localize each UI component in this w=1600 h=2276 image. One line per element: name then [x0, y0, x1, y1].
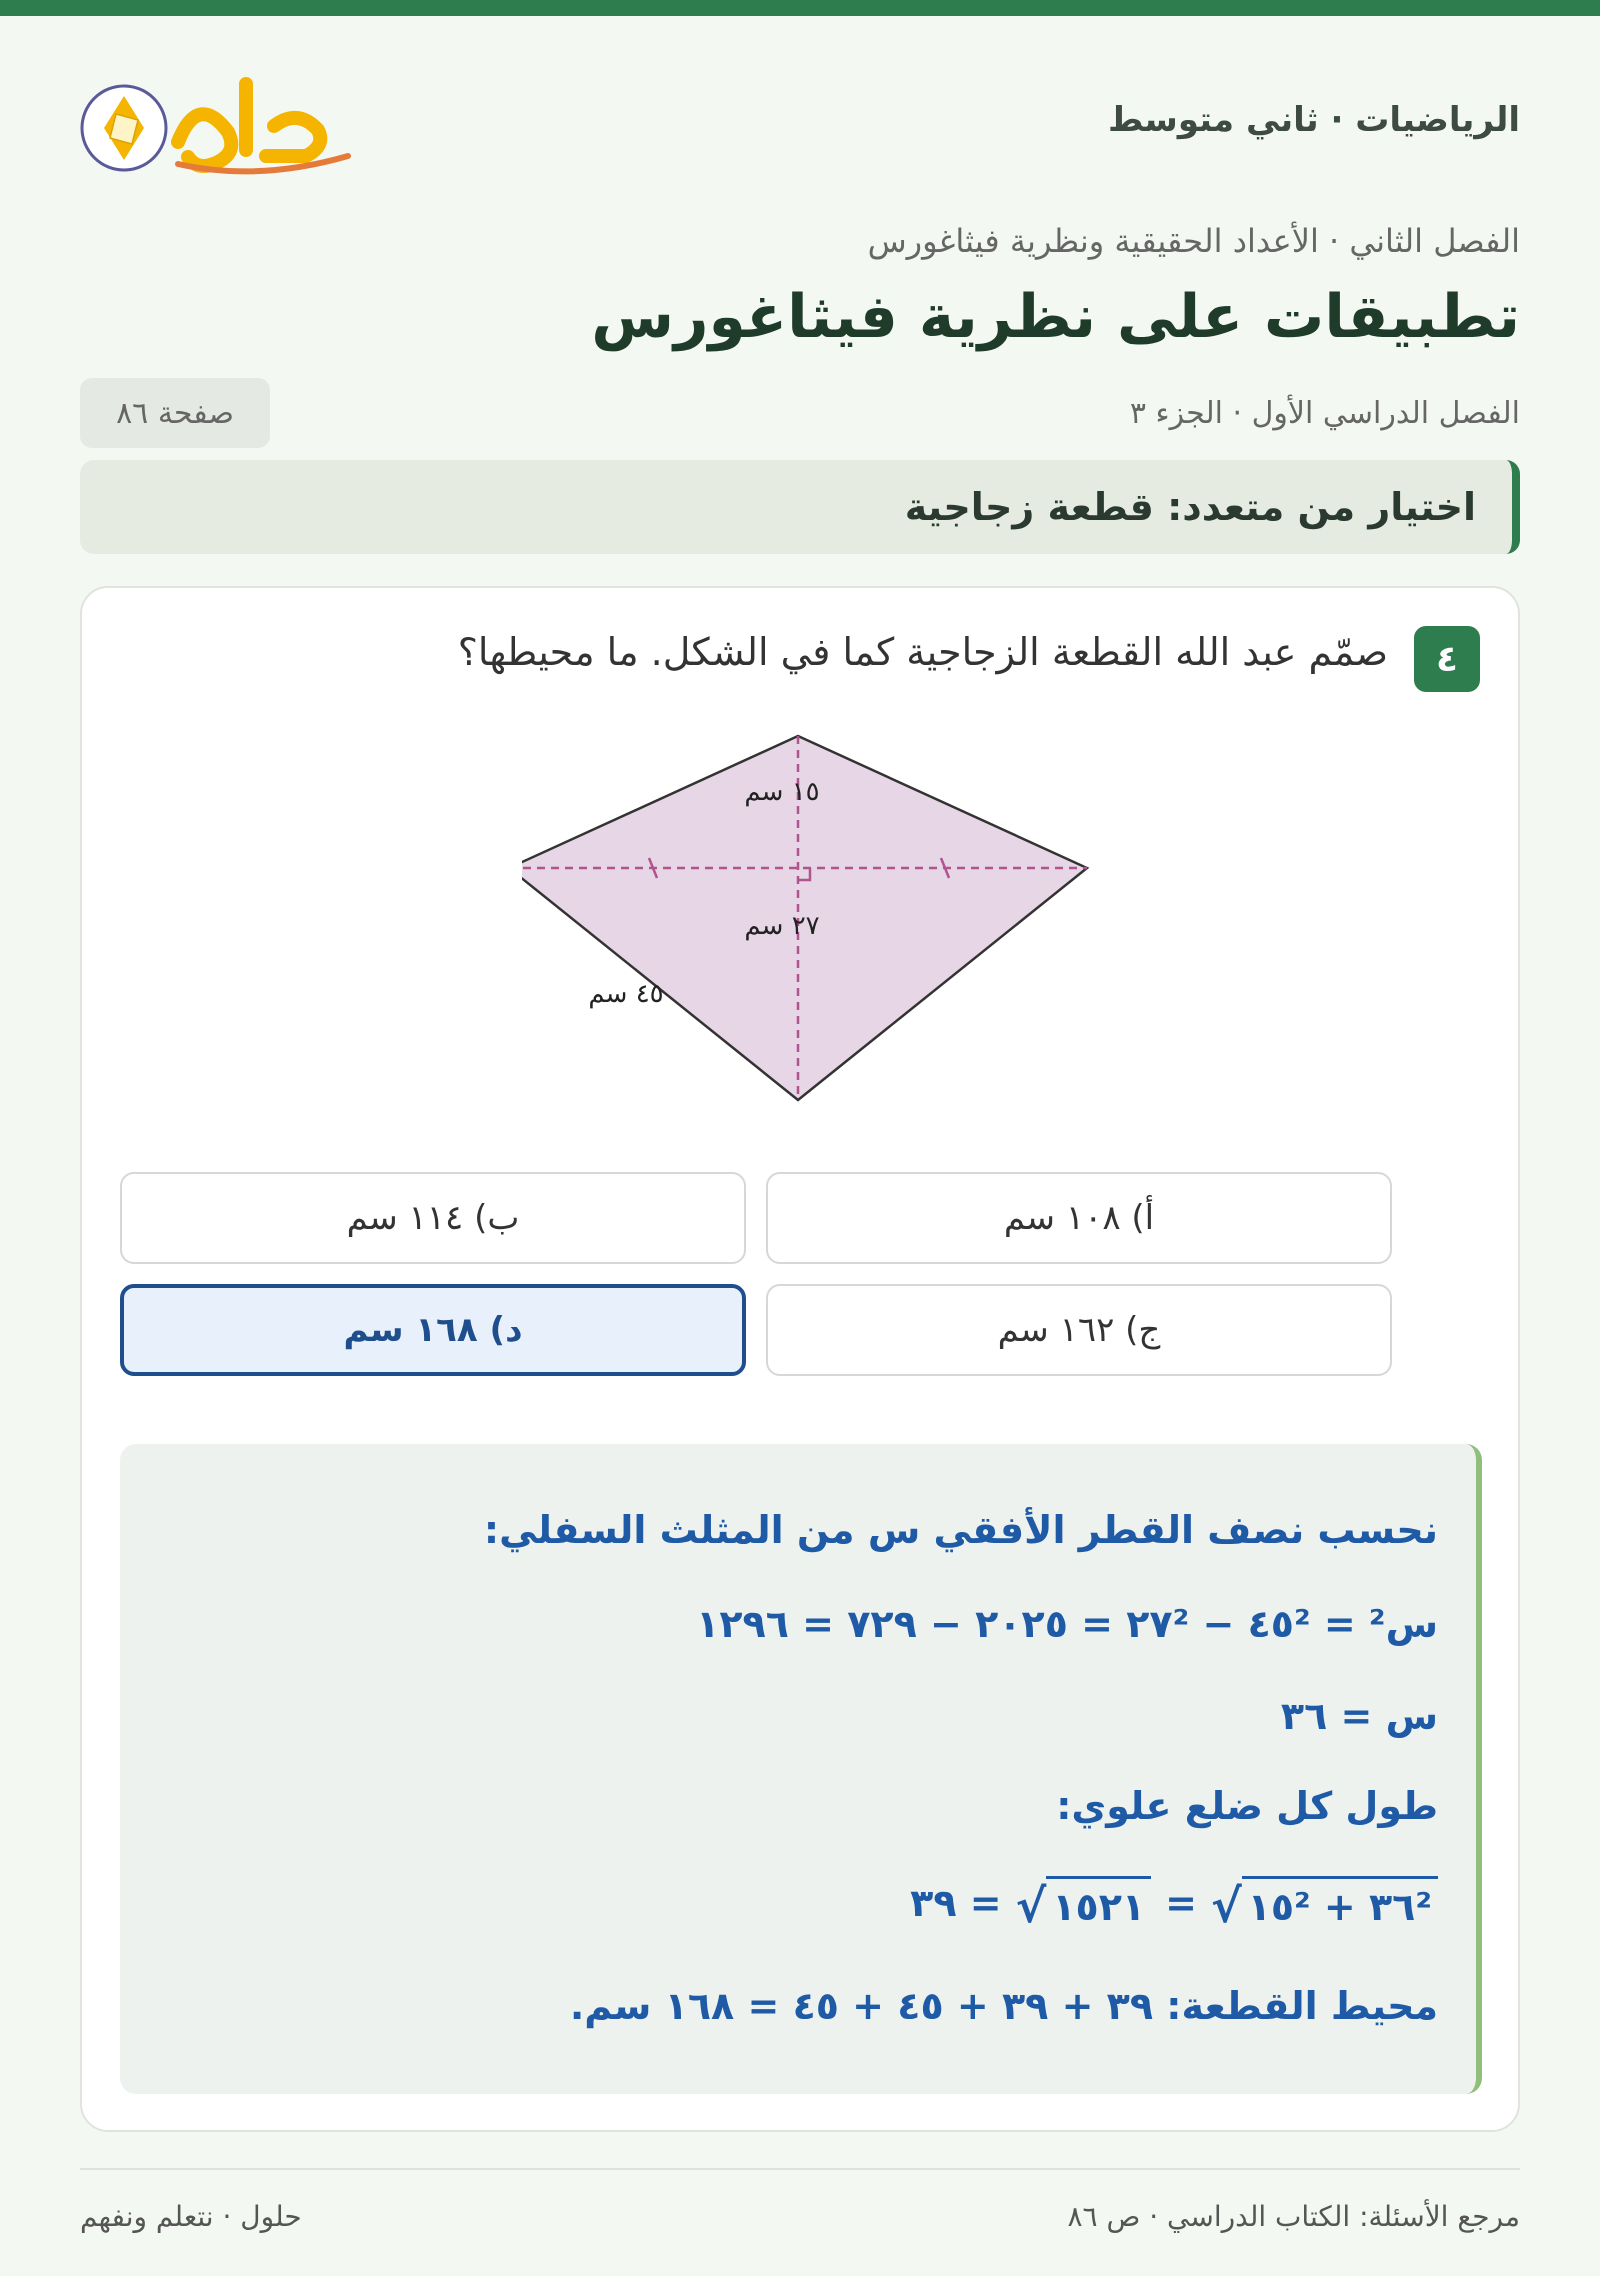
solution-step-3: س = ٣٦	[1280, 1694, 1438, 1738]
top-accent-bar	[0, 0, 1600, 16]
option-a[interactable]: أ) ١٠٨ سم	[766, 1172, 1392, 1264]
sqrt-sign-icon: √	[1015, 1879, 1047, 1933]
footer-divider	[80, 2168, 1520, 2170]
footer-reference: مرجع الأسئلة: الكتاب الدراسي · ص ٨٦	[1067, 2200, 1520, 2233]
halool-logo	[78, 64, 358, 180]
question-card	[80, 586, 1520, 2132]
chapter-subtitle: الفصل الثاني · الأعداد الحقيقية ونظرية فيثاغورس	[867, 222, 1520, 260]
solution-step-5	[910, 1876, 1438, 1933]
option-d[interactable]: د) ١٦٨ سم	[120, 1284, 746, 1376]
solution-step-6: محيط القطعة: ٣٩ + ٣٩ + ٤٥ + ٤٥ = ١٦٨ سم.	[569, 1984, 1438, 2028]
page-number-badge: صفحة ٨٦	[80, 378, 270, 448]
solution-step-1: نحسب نصف القطر الأفقي س من المثلث السفلي:	[483, 1508, 1438, 1552]
question-text: صمّم عبد الله القطعة الزجاجية كما في الشكل. ما محيطها؟	[457, 630, 1388, 674]
label-upper-segment: ١٥ سم	[744, 777, 820, 807]
equals-sign-1: =	[1165, 1880, 1197, 1925]
solution-box	[120, 1444, 1482, 2094]
sqrt-expression-1	[1210, 1876, 1438, 1933]
sqrt-expression-2	[1015, 1876, 1151, 1933]
footer-brand: حلول · نتعلم ونفهم	[80, 2200, 302, 2233]
sqrt-sign-icon: √	[1210, 1879, 1242, 1933]
kite-figure	[522, 728, 1162, 1108]
label-lower-side: ٤٥ سم	[588, 979, 664, 1009]
solution-step-2: س² = ٤٥² − ٢٧² = ٢٠٢٥ − ٧٢٩ = ١٢٩٦	[696, 1602, 1438, 1646]
section-banner	[80, 460, 1520, 554]
page-title: تطبيقات على نظرية فيثاغورس	[591, 282, 1520, 352]
sqrt-radicand-1: ٣٦² + ١٥²	[1242, 1876, 1438, 1929]
solution-step-4: طول كل ضلع علوي:	[1056, 1784, 1438, 1828]
sqrt-radicand-2: ١٥٢١	[1046, 1876, 1151, 1929]
label-lower-segment: ٢٧ سم	[744, 911, 820, 941]
subject-label: الرياضيات · ثاني متوسط	[1108, 100, 1520, 140]
section-title: اختيار من متعدد: قطعة زجاجية	[904, 485, 1476, 529]
option-c[interactable]: ج) ١٦٢ سم	[766, 1284, 1392, 1376]
semester-label: الفصل الدراسي الأول · الجزء ٣	[1129, 396, 1520, 431]
result-39: = ٣٩	[910, 1880, 1002, 1925]
option-b[interactable]: ب) ١١٤ سم	[120, 1172, 746, 1264]
question-number-badge: ٤	[1414, 626, 1480, 692]
